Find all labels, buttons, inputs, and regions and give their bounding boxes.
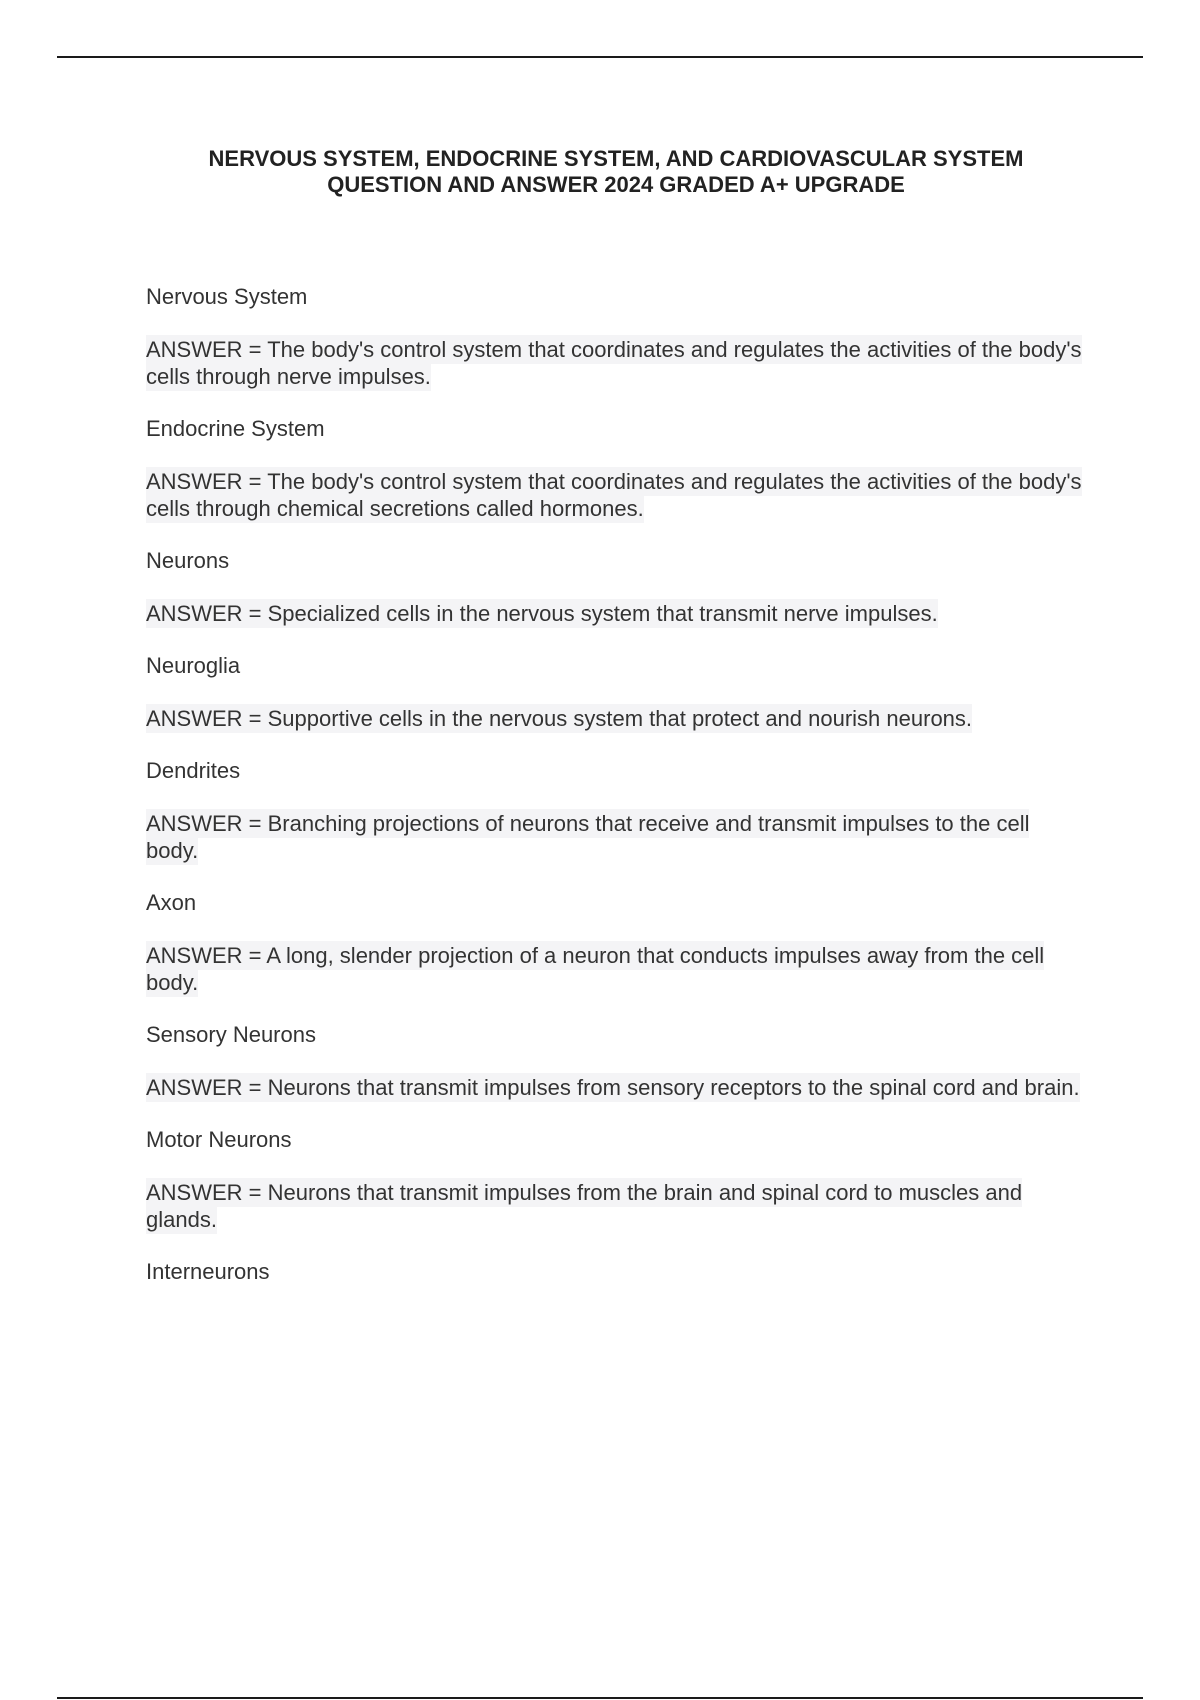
answer-nervous-system — [146, 336, 1086, 390]
bottom-rule — [57, 1697, 1143, 1699]
answer-sensory-neurons — [146, 1074, 1086, 1101]
answer-text: ANSWER = A long, slender projection of a neuron that conducts impulses away from the cell body. — [146, 943, 1045, 995]
answer-endocrine-system — [146, 468, 1086, 522]
term-motor-neurons: Motor Neurons — [146, 1127, 292, 1152]
answer-text: ANSWER = The body's control system that coordinates and regulates the activities of the body's cells through chemical secretions called hormones. — [146, 469, 1082, 521]
answer-text: ANSWER = Neurons that transmit impulses from the brain and spinal cord to muscles and glands. — [146, 1180, 1023, 1232]
term-endocrine-system: Endocrine System — [146, 416, 325, 441]
answer-neurons — [146, 600, 1086, 627]
document-title — [100, 146, 1132, 198]
answer-text: ANSWER = Supportive cells in the nervous system that protect and nourish neurons. — [146, 706, 973, 731]
answer-text: ANSWER = Branching projections of neurons that receive and transmit impulses to the cell body. — [146, 811, 1030, 863]
answer-dendrites — [146, 810, 1086, 864]
term-neuroglia: Neuroglia — [146, 653, 241, 678]
answer-axon — [146, 942, 1086, 996]
term-interneurons: Interneurons — [146, 1259, 270, 1284]
answer-text: ANSWER = Specialized cells in the nervous system that transmit nerve impulses. — [146, 601, 938, 626]
title-line-2: QUESTION AND ANSWER 2024 GRADED A+ UPGRADE — [327, 172, 905, 197]
term-nervous-system: Nervous System — [146, 284, 308, 309]
term-neurons: Neurons — [146, 548, 230, 573]
title-line-1: NERVOUS SYSTEM, ENDOCRINE SYSTEM, AND CARDIOVASCULAR SYSTEM — [208, 146, 1024, 171]
qa-list — [146, 284, 1086, 1311]
term-sensory-neurons: Sensory Neurons — [146, 1022, 316, 1047]
term-axon: Axon — [146, 890, 197, 915]
term-dendrites: Dendrites — [146, 758, 241, 783]
top-rule — [57, 56, 1143, 58]
answer-text: ANSWER = The body's control system that coordinates and regulates the activities of the body's cells through nerve impulses. — [146, 337, 1082, 389]
answer-neuroglia — [146, 705, 1086, 732]
answer-text: ANSWER = Neurons that transmit impulses from sensory receptors to the spinal cord and brain. — [146, 1075, 1080, 1100]
answer-motor-neurons — [146, 1179, 1086, 1233]
